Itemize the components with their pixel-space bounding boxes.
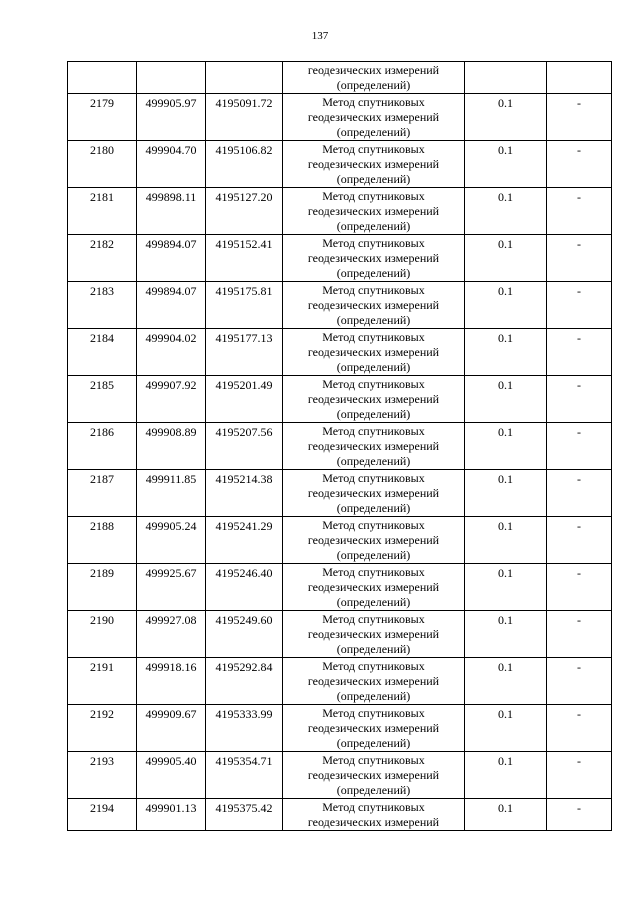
point-id-cell: 2183 xyxy=(68,282,137,329)
x-coordinate-cell: 499898.11 xyxy=(137,188,206,235)
method-cell xyxy=(283,423,465,470)
method-line: Метод спутниковых xyxy=(322,330,425,344)
table-row xyxy=(68,517,612,564)
accuracy-cell: 0.1 xyxy=(465,376,547,423)
accuracy-cell: 0.1 xyxy=(465,141,547,188)
point-id-cell: 2191 xyxy=(68,658,137,705)
accuracy-cell: 0.1 xyxy=(465,329,547,376)
y-coordinate-cell xyxy=(206,62,283,94)
accuracy-cell: 0.1 xyxy=(465,188,547,235)
x-coordinate-cell: 499894.07 xyxy=(137,235,206,282)
point-id-cell: 2185 xyxy=(68,376,137,423)
note-cell: - xyxy=(547,94,612,141)
note-cell: - xyxy=(547,611,612,658)
page-number: 137 xyxy=(311,30,329,42)
method-cell xyxy=(283,282,465,329)
method-line: Метод спутниковых xyxy=(322,377,425,391)
y-coordinate-cell: 4195106.82 xyxy=(206,141,283,188)
method-line: геодезических измерений xyxy=(307,486,440,500)
y-coordinate-cell: 4195091.72 xyxy=(206,94,283,141)
accuracy-cell: 0.1 xyxy=(465,658,547,705)
method-line: (определений) xyxy=(336,454,411,468)
table-row xyxy=(68,188,612,235)
accuracy-cell: 0.1 xyxy=(465,517,547,564)
table-row xyxy=(68,329,612,376)
x-coordinate-cell: 499908.89 xyxy=(137,423,206,470)
y-coordinate-cell: 4195246.40 xyxy=(206,564,283,611)
note-cell: - xyxy=(547,235,612,282)
method-line: (определений) xyxy=(336,125,411,139)
point-id-cell: 2190 xyxy=(68,611,137,658)
method-cell xyxy=(283,329,465,376)
method-line: (определений) xyxy=(336,689,411,703)
method-line: (определений) xyxy=(336,313,411,327)
point-id-cell xyxy=(68,62,137,94)
method-line: Метод спутниковых xyxy=(322,753,425,767)
y-coordinate-cell: 4195375.42 xyxy=(206,799,283,831)
method-cell xyxy=(283,235,465,282)
y-coordinate-cell: 4195214.38 xyxy=(206,470,283,517)
y-coordinate-cell: 4195201.49 xyxy=(206,376,283,423)
method-line: геодезических измерений xyxy=(307,627,440,641)
y-coordinate-cell: 4195175.81 xyxy=(206,282,283,329)
method-cell xyxy=(283,188,465,235)
point-id-cell: 2184 xyxy=(68,329,137,376)
method-line: (определений) xyxy=(336,360,411,374)
y-coordinate-cell: 4195152.41 xyxy=(206,235,283,282)
method-line: Метод спутниковых xyxy=(322,659,425,673)
x-coordinate-cell: 499905.24 xyxy=(137,517,206,564)
y-coordinate-cell: 4195177.13 xyxy=(206,329,283,376)
note-cell: - xyxy=(547,282,612,329)
x-coordinate-cell: 499907.92 xyxy=(137,376,206,423)
note-cell: - xyxy=(547,329,612,376)
note-cell: - xyxy=(547,752,612,799)
x-coordinate-cell xyxy=(137,62,206,94)
note-cell: - xyxy=(547,141,612,188)
note-cell: - xyxy=(547,517,612,564)
method-line: геодезических измерений xyxy=(307,580,440,594)
accuracy-cell xyxy=(465,62,547,94)
point-id-cell: 2181 xyxy=(68,188,137,235)
method-cell xyxy=(283,517,465,564)
accuracy-cell: 0.1 xyxy=(465,423,547,470)
method-line: геодезических измерений xyxy=(307,533,440,547)
method-line: геодезических измерений xyxy=(307,345,440,359)
method-cell xyxy=(283,799,465,831)
method-line: (определений) xyxy=(336,736,411,750)
method-cell xyxy=(283,705,465,752)
note-cell: - xyxy=(547,799,612,831)
method-line: Метод спутниковых xyxy=(322,612,425,626)
method-line: Метод спутниковых xyxy=(322,518,425,532)
y-coordinate-cell: 4195127.20 xyxy=(206,188,283,235)
table-row xyxy=(68,752,612,799)
table-row xyxy=(68,423,612,470)
method-cell xyxy=(283,94,465,141)
method-line: геодезических измерений xyxy=(307,392,440,406)
point-id-cell: 2193 xyxy=(68,752,137,799)
method-line: (определений) xyxy=(336,595,411,609)
method-line: (определений) xyxy=(336,78,411,92)
method-line: геодезических измерений xyxy=(307,251,440,265)
note-cell: - xyxy=(547,658,612,705)
x-coordinate-cell: 499905.97 xyxy=(137,94,206,141)
method-line: геодезических измерений xyxy=(307,439,440,453)
coordinates-table-body xyxy=(68,62,612,831)
method-line: геодезических измерений xyxy=(307,63,440,77)
accuracy-cell: 0.1 xyxy=(465,282,547,329)
method-cell xyxy=(283,752,465,799)
accuracy-cell: 0.1 xyxy=(465,564,547,611)
note-cell: - xyxy=(547,376,612,423)
table-row xyxy=(68,564,612,611)
coordinates-table xyxy=(67,61,612,831)
table-row xyxy=(68,799,612,831)
accuracy-cell: 0.1 xyxy=(465,799,547,831)
y-coordinate-cell: 4195354.71 xyxy=(206,752,283,799)
note-cell: - xyxy=(547,470,612,517)
x-coordinate-cell: 499901.13 xyxy=(137,799,206,831)
method-line: геодезических измерений xyxy=(307,815,440,829)
note-cell: - xyxy=(547,423,612,470)
table-row xyxy=(68,470,612,517)
method-line: Метод спутниковых xyxy=(322,142,425,156)
table-row xyxy=(68,282,612,329)
method-line: Метод спутниковых xyxy=(322,424,425,438)
table-row xyxy=(68,141,612,188)
table-row xyxy=(68,611,612,658)
x-coordinate-cell: 499905.40 xyxy=(137,752,206,799)
method-line: геодезических измерений xyxy=(307,110,440,124)
table-row xyxy=(68,235,612,282)
point-id-cell: 2188 xyxy=(68,517,137,564)
y-coordinate-cell: 4195241.29 xyxy=(206,517,283,564)
point-id-cell: 2186 xyxy=(68,423,137,470)
method-line: Метод спутниковых xyxy=(322,283,425,297)
method-line: Метод спутниковых xyxy=(322,706,425,720)
point-id-cell: 2182 xyxy=(68,235,137,282)
accuracy-cell: 0.1 xyxy=(465,705,547,752)
x-coordinate-cell: 499904.02 xyxy=(137,329,206,376)
method-line: (определений) xyxy=(336,266,411,280)
method-line: геодезических измерений xyxy=(307,157,440,171)
note-cell xyxy=(547,62,612,94)
table-row-continued xyxy=(68,62,612,94)
method-cell xyxy=(283,141,465,188)
method-cell xyxy=(283,470,465,517)
note-cell: - xyxy=(547,564,612,611)
x-coordinate-cell: 499894.07 xyxy=(137,282,206,329)
y-coordinate-cell: 4195292.84 xyxy=(206,658,283,705)
accuracy-cell: 0.1 xyxy=(465,611,547,658)
y-coordinate-cell: 4195249.60 xyxy=(206,611,283,658)
method-line: геодезических измерений xyxy=(307,721,440,735)
method-cell xyxy=(283,62,465,94)
accuracy-cell: 0.1 xyxy=(465,470,547,517)
point-id-cell: 2179 xyxy=(68,94,137,141)
y-coordinate-cell: 4195333.99 xyxy=(206,705,283,752)
point-id-cell: 2189 xyxy=(68,564,137,611)
table-row xyxy=(68,376,612,423)
method-line: (определений) xyxy=(336,172,411,186)
method-line: Метод спутниковых xyxy=(322,800,425,814)
accuracy-cell: 0.1 xyxy=(465,752,547,799)
method-line: (определений) xyxy=(336,407,411,421)
method-line: геодезических измерений xyxy=(307,768,440,782)
point-id-cell: 2194 xyxy=(68,799,137,831)
point-id-cell: 2192 xyxy=(68,705,137,752)
x-coordinate-cell: 499904.70 xyxy=(137,141,206,188)
y-coordinate-cell: 4195207.56 xyxy=(206,423,283,470)
method-line: (определений) xyxy=(336,501,411,515)
method-line: (определений) xyxy=(336,219,411,233)
method-cell xyxy=(283,564,465,611)
x-coordinate-cell: 499925.67 xyxy=(137,564,206,611)
method-line: (определений) xyxy=(336,642,411,656)
method-line: геодезических измерений xyxy=(307,298,440,312)
method-line: Метод спутниковых xyxy=(322,471,425,485)
accuracy-cell: 0.1 xyxy=(465,94,547,141)
point-id-cell: 2187 xyxy=(68,470,137,517)
method-line: Метод спутниковых xyxy=(322,236,425,250)
x-coordinate-cell: 499909.67 xyxy=(137,705,206,752)
method-line: Метод спутниковых xyxy=(322,189,425,203)
point-id-cell: 2180 xyxy=(68,141,137,188)
accuracy-cell: 0.1 xyxy=(465,235,547,282)
method-cell xyxy=(283,611,465,658)
note-cell: - xyxy=(547,188,612,235)
method-line: Метод спутниковых xyxy=(322,95,425,109)
x-coordinate-cell: 499911.85 xyxy=(137,470,206,517)
x-coordinate-cell: 499927.08 xyxy=(137,611,206,658)
x-coordinate-cell: 499918.16 xyxy=(137,658,206,705)
table-row xyxy=(68,705,612,752)
method-line: геодезических измерений xyxy=(307,674,440,688)
method-line: Метод спутниковых xyxy=(322,565,425,579)
table-row xyxy=(68,658,612,705)
method-line: (определений) xyxy=(336,548,411,562)
method-cell xyxy=(283,658,465,705)
method-line: (определений) xyxy=(336,783,411,797)
method-line: геодезических измерений xyxy=(307,204,440,218)
table-row xyxy=(68,94,612,141)
method-cell xyxy=(283,376,465,423)
note-cell: - xyxy=(547,705,612,752)
